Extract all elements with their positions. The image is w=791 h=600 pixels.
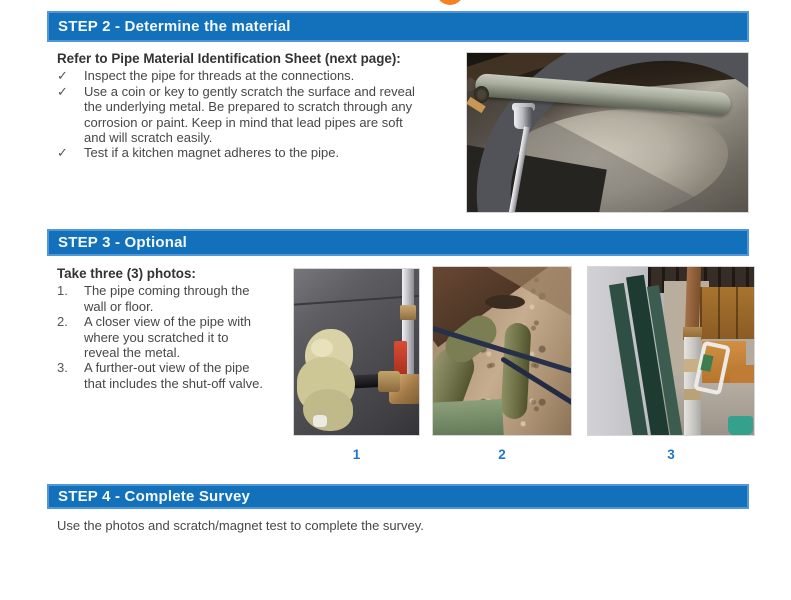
list-line: A closer view of the pipe with [84,314,251,330]
foam-chip-graphic [313,415,327,427]
bullet-line: and will scratch easily. [84,130,213,146]
step3-heading: Take three (3) photos: [57,266,196,281]
list-number: 3. [57,360,68,376]
brass-fitting-graphic [400,305,416,320]
bucket-graphic [728,416,753,435]
step3-instructions [57,266,307,391]
step2-instructions [57,51,467,161]
step2-heading: Refer to Pipe Material Identification Sheet (next page): [57,51,401,66]
step4-header-bar [47,484,749,509]
step3-item-1-text [84,283,294,314]
list-line: The pipe coming through the [84,283,250,299]
step2-bullet-2-text [84,84,459,146]
step2-header-bar [47,11,749,42]
dark-gap-graphic [485,295,525,309]
photo-pipe-through-wall [293,268,420,436]
photo-number-label: 2 [498,447,506,462]
list-line: wall or floor. [84,298,154,314]
step4-body-text: Use the photos and scratch/magnet test to complete the survey. [57,518,424,533]
list-line: where you scratched it to [84,329,229,345]
bullet-line: Test if a kitchen magnet adheres to the pipe. [84,145,340,161]
step2-bullet-3 [57,145,467,160]
photo-number-label: 1 [352,447,361,462]
check-icon: ✓ [57,145,68,161]
green-equipment-graphic [432,399,504,436]
step2-bullet-1-text [84,68,459,83]
bullet-line: the underlying metal. Be prepared to scratch through any [84,99,413,115]
page-number-badge-partial [436,0,464,5]
check-icon: ✓ [57,68,68,84]
step3-item-3-text [84,360,294,391]
photo-number-label: 3 [667,447,675,462]
photo-scratch-test [466,52,749,213]
brass-coupling-graphic [378,371,400,392]
bullet-line: corrosion or paint. Keep in mind that lead pipes are soft [84,114,403,130]
photo-scratched-pipe-closeup [432,266,572,436]
step3-item-2 [57,314,307,360]
step4-header-title: STEP 4 - Complete Survey [58,488,251,505]
bullet-line: Use a coin or key to gently scratch the surface and reveal [84,83,415,99]
step2-bullet-2 [57,84,467,146]
step3-item-3 [57,360,307,391]
step3-item-1 [57,283,307,314]
list-number: 2. [57,314,68,330]
foam-sealant-graphic [297,329,361,431]
bullet-line: Inspect the pipe for threads at the connections. [84,68,355,84]
step2-header-title: STEP 2 - Determine the material [58,18,291,35]
photo-further-out-view [587,266,755,436]
step3-item-2-text [84,314,294,360]
list-line: reveal the metal. [84,345,181,361]
step3-header-bar [47,229,749,256]
step3-header-title: STEP 3 - Optional [58,234,187,251]
foam-highlight-graphic [311,339,333,357]
foam-blob-graphic [303,389,353,431]
step2-bullet-3-text [84,145,459,160]
list-line: A further-out view of the pipe [84,360,250,376]
list-number: 1. [57,283,68,299]
check-icon: ✓ [57,83,68,99]
list-line: that includes the shut-off valve. [84,375,263,391]
copper-pipe-graphic [685,267,701,333]
cabinets-graphic [700,287,754,339]
step2-bullet-1 [57,68,467,83]
